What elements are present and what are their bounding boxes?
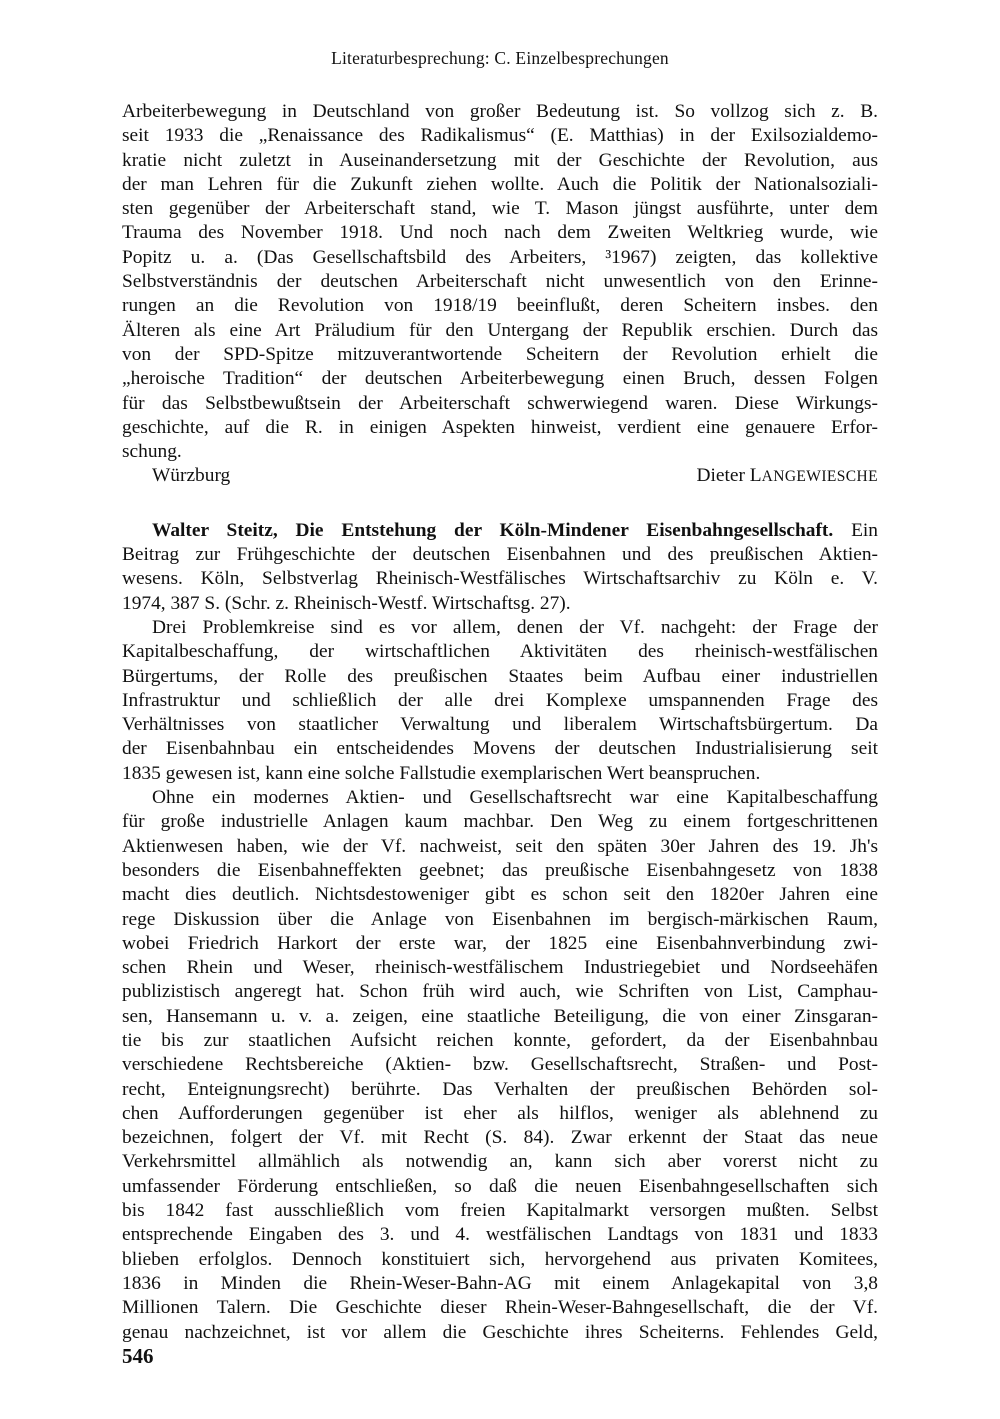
review-continuation <box>122 100 878 464</box>
text-line: „heroische Tradition“ der deutschen Arbeiterbewegung einen Bruch, dessen Folgen <box>122 368 878 390</box>
text-line: 1836 in Minden die Rhein-Weser-Bahn-AG mit einem Anlagekapital von 3,8 <box>122 1272 878 1294</box>
review-header-line: Walter Steitz, Die Entstehung der Köln-Mindener Eisenbahngesellschaft. Ein <box>152 519 879 541</box>
text-line: bis 1842 fast ausschließlich vom freien Kapitalmarkt versorgen mußten. Selbst <box>122 1200 878 1222</box>
text-line: schung. <box>122 441 182 463</box>
page-number: 546 <box>122 1344 154 1368</box>
text-column <box>122 100 878 1345</box>
text-line: besonders die Eisenbahneffekten geebnet; das preußische Eisenbahngesetz von 1838 <box>122 859 878 881</box>
text-line: chen Aufforderungen gegenüber ist eher als hilflos, weniger als ablehnend zu <box>122 1102 878 1124</box>
text-line: genau nachzeichnet, ist vor allem die Geschichte ihres Scheiterns. Fehlendes Geld, <box>122 1321 878 1343</box>
text-line: publizistisch angeregt hat. Schon früh wird auch, wie Schriften von List, Camphau- <box>122 981 878 1003</box>
text-line: kratie nicht zuletzt in Auseinandersetzung mit der Geschichte der Revolution, aus <box>122 149 878 171</box>
text-line: wobei Friedrich Harkort der erste war, der 1825 eine Eisenbahnverbindung zwi- <box>122 932 878 954</box>
text-line: umfassender Förderung entschließen, so daß die neuen Eisenbahngesellschaften sich <box>122 1175 878 1197</box>
text-line: Älteren als eine Art Präludium für den Untergang der Republik erschien. Durch das <box>122 319 878 341</box>
text-line: recht, Enteignungsrecht) berührte. Das Verhalten der preußischen Behörden sol- <box>122 1078 878 1100</box>
text-line: 1974, 387 S. (Schr. z. Rheinisch-Westf. Wirtschaftsg. 27). <box>122 592 571 614</box>
text-line: Bürgertums, der Rolle des preußischen Staates beim Aufbau einer industriellen <box>122 665 878 687</box>
review-header-rest <box>122 543 878 616</box>
text-line: wesens. Köln, Selbstverlag Rheinisch-Westfälisches Wirtschaftsarchiv zu Köln e. V. <box>122 568 878 590</box>
text-line: schen Rhein und Weser, rheinisch-westfälischem Industriegebiet und Nordseehäfen <box>122 957 878 979</box>
text-line: bezeichnen, folgert der Vf. mit Recht (S. 84). Zwar erkennt der Staat das neue <box>122 1127 878 1149</box>
text-line: verschiedene Rechtsbereiche (Aktien- bzw. Gesellschaftsrecht, Straßen- und Post- <box>122 1054 878 1076</box>
signature-place: Würzburg <box>152 465 231 487</box>
text-line: 1835 gewesen ist, kann eine solche Fallstudie exemplarischen Wert beanspruchen. <box>122 762 761 784</box>
text-line: Infrastruktur und schließlich der alle drei Komplexe umspannenden Frage des <box>122 689 878 711</box>
text-line: Beitrag zur Frühgeschichte der deutschen Eisenbahnen und des preußischen Aktien- <box>122 544 878 566</box>
text-line: Drei Problemkreise sind es vor allem, denen der Vf. nachgeht: der Frage der <box>152 616 878 638</box>
text-line: Aktienwesen haben, wie der Vf. nachweist, seit den späten 30er Jahren des 19. Jh's <box>122 835 878 857</box>
text-line: Trauma des November 1918. Und noch nach dem Zweiten Weltkrieg wurde, wie <box>122 222 878 244</box>
text-line: tie bis zur staatlichen Aufsicht reichen konnte, gefordert, da der Eisenbahnbau <box>122 1029 878 1051</box>
review-signature <box>122 464 878 488</box>
text-line: für große industrielle Anlagen kaum machbar. Den Weg zu einem fortgeschrittenen <box>122 811 878 833</box>
section-gap <box>122 489 878 519</box>
running-head: Literaturbesprechung: C. Einzelbesprechungen <box>331 48 669 68</box>
text-line: Millionen Talern. Die Geschichte dieser Rhein-Weser-Bahngesellschaft, die der Vf. <box>122 1297 878 1319</box>
text-line: geschichte, auf die R. in einigen Aspekten hinweist, verdient eine genauere Erfor- <box>122 416 878 438</box>
text-line: Kapitalbeschaffung, der wirtschaftlichen Aktivitäten des rheinisch-westfälischen <box>122 641 878 663</box>
text-line: der Eisenbahnbau ein entscheidendes Movens der deutschen Industrialisierung seit <box>122 738 878 760</box>
text-line: rungen an die Revolution von 1918/19 beeinflußt, deren Scheitern insbes. den <box>122 295 878 317</box>
signature-author: Dieter LANGEWIESCHE <box>696 465 878 487</box>
text-line: sen, Hansemann u. v. a. zeigen, eine staatliche Beteiligung, die von einer Zinsgaran- <box>122 1005 878 1027</box>
text-line: seit 1933 die „Renaissance des Radikalismus“ (E. Matthias) in der Exilsozialdemo- <box>122 125 878 147</box>
review-title: Walter Steitz, Die Entstehung der Köln-Mindener Eisenbahngesellschaft. <box>152 519 834 541</box>
text-line: rege Diskussion über die Anlage von Eisenbahnen im bergisch-märkischen Raum, <box>122 908 878 930</box>
text-line: Verkehrsmittel allmählich als notwendig an, kann sich aber vorerst nicht zu <box>122 1151 878 1173</box>
text-line: Ohne ein modernes Aktien- und Gesellschaftsrecht war eine Kapitalbeschaffung <box>152 787 878 809</box>
text-line: Arbeiterbewegung in Deutschland von großer Bedeutung ist. So vollzog sich z. B. <box>122 101 878 122</box>
review-header <box>122 519 878 616</box>
text-line: Verhältnisses von staatlicher Verwaltung und liberalem Wirtschaftsbürgertum. Da <box>122 714 878 736</box>
text-line: entsprechende Eingaben des 3. und 4. westfälischen Landtags von 1831 und 1833 <box>122 1224 878 1246</box>
text-line: Selbstverständnis der deutschen Arbeiterschaft nicht unwesentlich von den Erinne- <box>122 271 878 293</box>
text-line: von der SPD-Spitze mitzuverantwortende Scheitern der Revolution erhielt die <box>122 343 878 365</box>
text-line: sten gegenüber der Arbeiterschaft stand, wie T. Mason jüngst ausführte, unter dem <box>122 198 878 220</box>
text-line: für das Selbstbewußtsein der Arbeiterschaft schwerwiegend waren. Diese Wirkungs- <box>122 392 878 414</box>
text-line: macht dies deutlich. Nichtsdestoweniger gibt es schon seit den 1820er Jahren eine <box>122 884 878 906</box>
review-paragraph <box>122 616 878 786</box>
text-line: Popitz u. a. (Das Gesellschaftsbild des Arbeiters, ³1967) zeigten, das kollektive <box>122 246 878 268</box>
text-line: der man Lehren für die Zukunft ziehen wollte. Auch die Politik der Nationalsoziali- <box>122 173 878 195</box>
review-paragraph <box>122 786 878 1345</box>
text-line: blieben erfolglos. Dennoch konstituiert sich, hervorgehend aus privaten Komitees, <box>122 1248 878 1270</box>
